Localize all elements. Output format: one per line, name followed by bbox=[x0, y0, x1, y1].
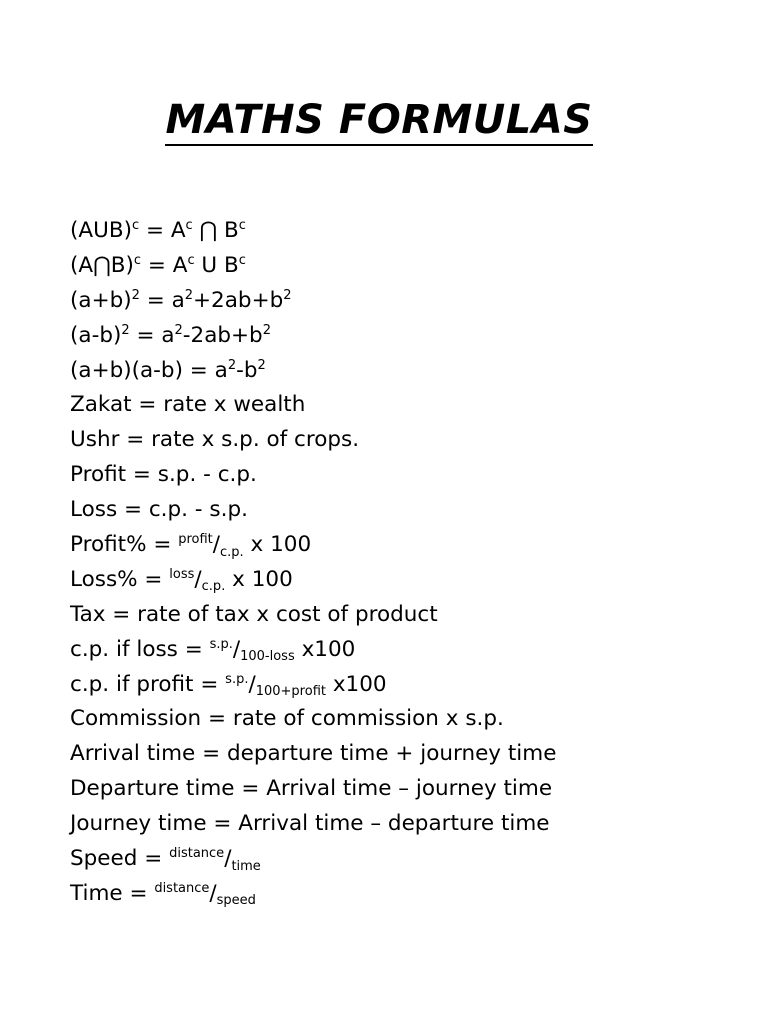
formula-text: = a bbox=[139, 287, 185, 313]
formula-denominator: c.p. bbox=[220, 544, 244, 560]
formula-text: (a+b) bbox=[70, 287, 132, 313]
formula-profit-percent bbox=[70, 528, 750, 563]
formula-text: = A bbox=[141, 252, 188, 278]
formula-superscript: c bbox=[131, 218, 140, 234]
formula-cp-if-loss bbox=[70, 633, 750, 668]
formula-text: = A bbox=[139, 218, 186, 243]
page-title-text: MATHS FORMULAS bbox=[165, 96, 592, 146]
formula-text: (AUB) bbox=[70, 218, 132, 243]
formula-cp-if-profit bbox=[70, 668, 750, 703]
formula-difference-of-squares bbox=[70, 354, 750, 389]
formula-text: (a-b) bbox=[70, 322, 122, 348]
formula-text: x 100 bbox=[225, 566, 293, 592]
formula-superscript: c bbox=[238, 253, 246, 269]
formula-text: (a+b)(a-b) = a bbox=[70, 357, 228, 383]
formula-slash: / bbox=[194, 566, 202, 592]
formula-departure-time: Departure time = Arrival time – journey time bbox=[70, 776, 553, 802]
formula-slash: / bbox=[212, 532, 221, 558]
formula-text: x100 bbox=[294, 636, 356, 662]
formula-slash: / bbox=[232, 636, 241, 662]
formula-denominator: time bbox=[231, 858, 261, 874]
formula-text: x 100 bbox=[243, 532, 312, 558]
formula-numerator: distance bbox=[169, 846, 225, 862]
formula-superscript: 2 bbox=[121, 322, 130, 338]
formula-superscript: 2 bbox=[184, 287, 194, 303]
formula-superscript: c bbox=[133, 253, 142, 269]
formula-text: ⋂ B bbox=[192, 218, 239, 243]
formula-denominator: 100+profit bbox=[255, 684, 326, 700]
formula-superscript: 2 bbox=[131, 287, 140, 303]
formula-text: Loss% = bbox=[70, 566, 170, 592]
formula-numerator: distance bbox=[154, 881, 210, 897]
formula-numerator: s.p. bbox=[209, 636, 233, 652]
formula-zakat: Zakat = rate x wealth bbox=[70, 392, 306, 418]
formula-loss-percent bbox=[70, 563, 750, 598]
page-title bbox=[0, 92, 758, 148]
formula-text: = a bbox=[129, 322, 175, 348]
formula-superscript: 2 bbox=[262, 322, 271, 338]
formula-complement-union bbox=[70, 214, 750, 249]
formula-superscript: c bbox=[187, 253, 195, 269]
formula-superscript: 2 bbox=[283, 287, 292, 303]
formula-superscript: c bbox=[238, 218, 246, 234]
formula-text: x100 bbox=[325, 671, 387, 697]
formula-slash: / bbox=[248, 671, 256, 697]
formula-text: -b bbox=[236, 357, 258, 383]
formula-numerator: s.p. bbox=[225, 671, 249, 687]
formula-text: c.p. if profit = bbox=[70, 671, 226, 697]
formula-commission: Commission = rate of commission x s.p. bbox=[70, 706, 504, 732]
formula-speed bbox=[70, 842, 750, 877]
formula-list bbox=[70, 214, 750, 912]
formula-complement-intersection bbox=[70, 249, 750, 284]
formula-numerator: profit bbox=[178, 532, 213, 548]
formula-time bbox=[70, 877, 750, 912]
formula-text: Speed = bbox=[70, 846, 170, 872]
formula-slash: / bbox=[224, 846, 232, 872]
formula-numerator: loss bbox=[169, 567, 195, 583]
formula-text: (A⋂B) bbox=[70, 252, 134, 278]
formula-superscript: 2 bbox=[174, 322, 183, 338]
formula-denominator: speed bbox=[216, 893, 256, 909]
formula-superscript: 2 bbox=[227, 357, 237, 373]
formula-denominator: c.p. bbox=[201, 579, 226, 595]
formula-loss: Loss = c.p. - s.p. bbox=[70, 497, 248, 523]
formula-journey-time: Journey time = Arrival time – departure time bbox=[70, 811, 550, 837]
formula-profit: Profit = s.p. - c.p. bbox=[70, 462, 257, 488]
formula-text: Time = bbox=[70, 880, 155, 906]
formula-denominator: 100-loss bbox=[240, 649, 295, 665]
formula-superscript: 2 bbox=[257, 357, 266, 373]
formula-difference-squared bbox=[70, 319, 750, 354]
formula-text: -2ab+b bbox=[182, 322, 263, 348]
formula-sum-squared bbox=[70, 284, 750, 319]
formula-text: c.p. if loss = bbox=[70, 636, 210, 662]
formula-ushr: Ushr = rate x s.p. of crops. bbox=[70, 427, 360, 453]
formula-superscript: c bbox=[185, 218, 193, 234]
formula-arrival-time: Arrival time = departure time + journey time bbox=[70, 741, 557, 767]
formula-text: Profit% = bbox=[70, 532, 179, 558]
formula-tax: Tax = rate of tax x cost of product bbox=[70, 601, 438, 627]
formula-text: +2ab+b bbox=[193, 287, 284, 313]
formula-text: U B bbox=[194, 252, 239, 278]
formula-slash: / bbox=[209, 880, 217, 906]
